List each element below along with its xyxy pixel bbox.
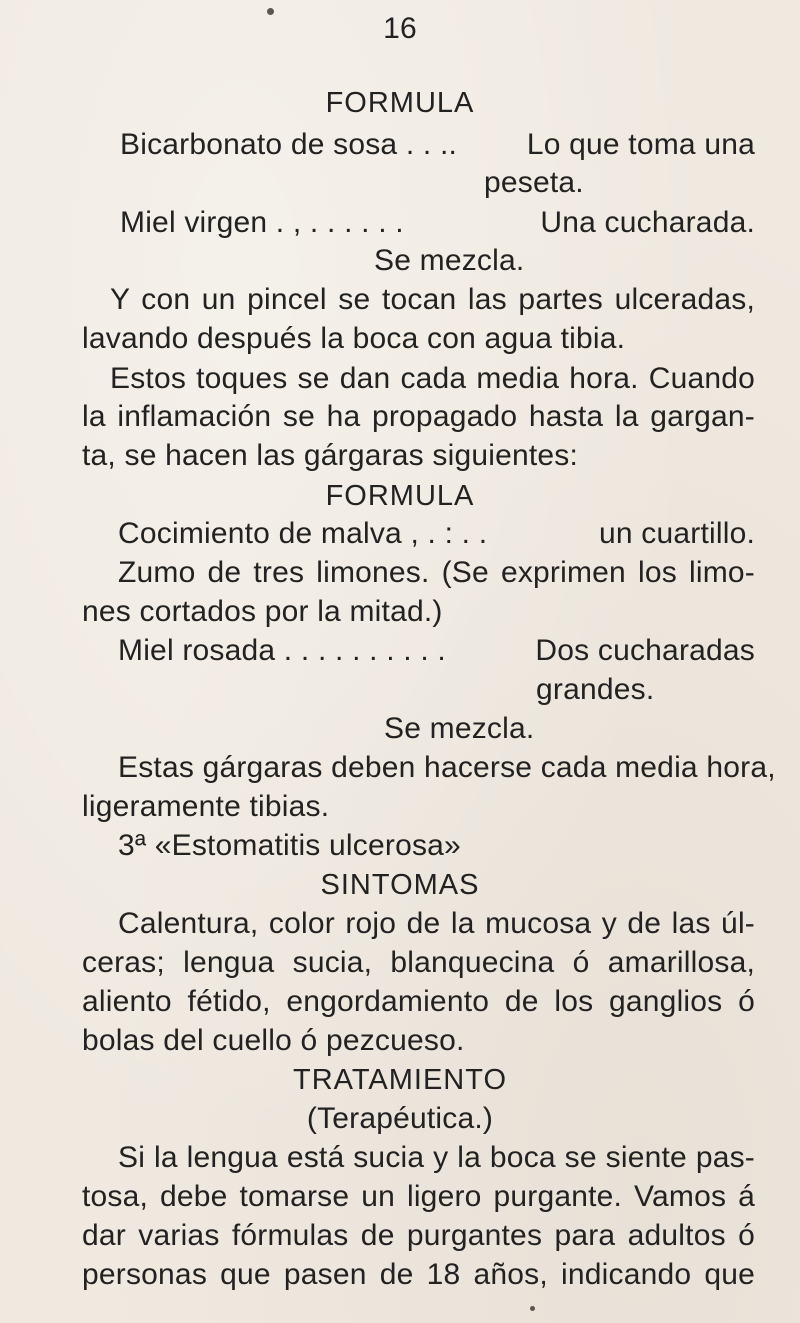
ingredient-amount: Una cucharada. — [540, 206, 755, 239]
page-number: 16 — [383, 12, 417, 45]
paragraph-line: Y con un pincel se tocan las partes ulceradas, — [110, 283, 755, 316]
paragraph-line: Si la lengua está sucia y la boca se siente pas- — [118, 1141, 755, 1174]
paragraph-line: aliento fétido, engordamiento de los ganglios ó — [82, 985, 755, 1018]
paragraph-line: bolas del cuello ó pezcueso. — [82, 1024, 465, 1057]
ingredient-name: Cocimiento de malva , . : . . — [118, 517, 488, 550]
paragraph-line: lavando después la boca con agua tibia. — [82, 322, 626, 355]
paragraph-line: ta, se hacen las gárgaras siguientes: — [82, 439, 579, 472]
formula-ingredient — [118, 515, 755, 553]
formula-instruction: Se mezcla. — [374, 244, 525, 277]
ink-speck — [530, 1306, 535, 1311]
paragraph-line: tosa, debe tomarse un ligero purgante. Vamos á — [82, 1180, 755, 1213]
paragraph-line: Estas gárgaras deben hacerse cada media hora, — [118, 751, 776, 784]
paragraph-line: ligeramente tibias. — [82, 790, 330, 823]
paragraph-line: personas que pasen de 18 años, indicando que — [82, 1258, 755, 1291]
ingredient-name: Bicarbonato de sosa . . .. — [120, 128, 458, 161]
symptoms-heading: SINTOMAS — [320, 869, 480, 901]
paragraph-line: dar varias fórmulas de purgantes para adultos ó — [82, 1219, 755, 1252]
ingredient-amount: Lo que toma una — [526, 128, 755, 161]
formula-ingredient — [120, 204, 755, 242]
formula-ingredient: Zumo de tres limones. (Se exprimen los limo- — [118, 556, 755, 589]
treatment-subheading: (Terapéutica.) — [306, 1102, 494, 1135]
ingredient-name: Miel rosada . . . . . . . . . . — [118, 634, 446, 667]
ingredient-amount-continued: grandes. — [536, 673, 655, 706]
section-title: 3ª «Estomatitis ulcerosa» — [118, 829, 461, 862]
formula-ingredient-continued: nes cortados por la mitad.) — [82, 595, 443, 628]
treatment-heading: TRATAMIENTO — [293, 1064, 507, 1096]
ingredient-amount: Dos cucharadas — [535, 634, 755, 667]
formula-instruction: Se mezcla. — [384, 712, 535, 745]
formula-ingredient — [120, 126, 755, 164]
paragraph-line: la inflamación se ha propagado hasta la gargan- — [82, 400, 755, 433]
paragraph-line: Calentura, color rojo de la mucosa y de las úl- — [118, 907, 755, 940]
ingredient-name: Miel virgen . , . . . . . . — [120, 206, 404, 239]
formula-heading: FORMULA — [325, 87, 475, 119]
formula-ingredient — [118, 632, 755, 670]
ingredient-amount: un cuartillo. — [598, 517, 755, 550]
ingredient-amount-continued: peseta. — [484, 166, 584, 199]
paragraph-line: Estos toques se dan cada media hora. Cuando — [110, 362, 755, 395]
formula-heading: FORMULA — [325, 480, 475, 512]
paragraph-line: ceras; lengua sucia, blanquecina ó amarillosa, — [82, 946, 755, 979]
